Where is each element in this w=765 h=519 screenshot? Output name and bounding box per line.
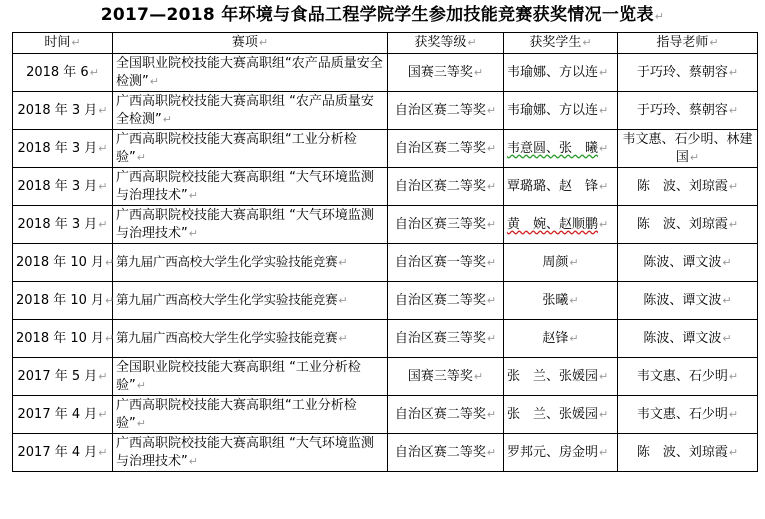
cell-teachers (618, 206, 758, 244)
cell-teachers (618, 320, 758, 358)
cell-text: 2018 年 3 月 (17, 140, 98, 156)
cell-text: 2018 年 3 月 (17, 178, 98, 194)
cell-text: 2017 年 4 月 (17, 406, 98, 422)
cell-text: 自治区赛二等奖 (394, 140, 486, 156)
cell-text: 国赛三等奖 (407, 368, 473, 384)
cell-level (388, 54, 504, 92)
paragraph-mark-icon: ↵ (722, 331, 732, 345)
paragraph-mark-icon: ↵ (188, 454, 198, 468)
paragraph-mark-icon: ↵ (105, 331, 115, 345)
cell-level (388, 130, 504, 168)
cell-text: 第九届广西高校大学生化学实验技能竞赛 (116, 254, 338, 269)
cell-teachers (618, 282, 758, 320)
cell-time (13, 54, 113, 92)
paragraph-mark-icon: ↵ (98, 179, 108, 193)
cell-level (388, 320, 504, 358)
cell-event (113, 54, 388, 92)
cell-level (388, 92, 504, 130)
cell-text: 广西高职院校技能大赛高职组 “大气环境监测与治理技术” (116, 207, 374, 241)
cell-text: 于巧玲、蔡朝容 (636, 64, 728, 80)
cell-text: 2017 年 5 月 (17, 368, 98, 384)
cell-event (113, 396, 388, 434)
header-event (113, 33, 388, 54)
cell-students (504, 358, 618, 396)
cell-students (504, 54, 618, 92)
cell-text: 自治区赛一等奖 (394, 254, 486, 270)
cell-text: 获奖学生 (529, 35, 582, 50)
cell-event (113, 282, 388, 320)
table-row (13, 396, 758, 434)
cell-teachers (618, 358, 758, 396)
cell-text: 2018 年 10 月 (16, 292, 105, 308)
cell-time (13, 168, 113, 206)
cell-time (13, 320, 113, 358)
paragraph-mark-icon: ↵ (162, 112, 172, 126)
cell-level (388, 206, 504, 244)
paragraph-mark-icon: ↵ (98, 217, 108, 231)
cell-teachers (618, 434, 758, 472)
cell-text: 国赛三等奖 (407, 64, 473, 80)
cell-level (388, 434, 504, 472)
paragraph-mark-icon: ↵ (98, 141, 108, 155)
header-row (13, 33, 758, 54)
cell-students (504, 434, 618, 472)
paragraph-mark-icon: ↵ (486, 445, 497, 459)
paragraph-mark-icon: ↵ (486, 217, 497, 231)
paragraph-mark-icon: ↵ (338, 256, 348, 269)
cell-text: 自治区赛二等奖 (394, 406, 486, 422)
cell-text: 韦瑜娜、方以连 (507, 64, 599, 80)
cell-students (504, 130, 618, 168)
paragraph-mark-icon: ↵ (473, 369, 484, 383)
cell-text: 于巧玲、蔡朝容 (636, 102, 728, 118)
cell-time (13, 206, 113, 244)
cell-text: 自治区赛二等奖 (394, 102, 486, 118)
cell-text: 广西高职院校技能大赛高职组“工业分析检验” (116, 397, 357, 431)
paragraph-mark-icon: ↵ (599, 179, 609, 193)
cell-level (388, 282, 504, 320)
cell-time (13, 244, 113, 282)
cell-text: 获奖等级 (414, 35, 467, 50)
cell-text: 陈 波、刘琼霞 (636, 444, 728, 460)
table-row (13, 206, 758, 244)
paragraph-mark-icon: ↵ (599, 407, 609, 421)
paragraph-mark-icon: ↵ (599, 369, 609, 383)
cell-text: 2018 年 6 (26, 64, 89, 80)
awards-table (12, 32, 758, 472)
paragraph-mark-icon: ↵ (599, 445, 609, 459)
paragraph-mark-icon: ↵ (188, 226, 198, 240)
paragraph-mark-icon: ↵ (486, 255, 497, 269)
header-students (504, 33, 618, 54)
paragraph-mark-icon: ↵ (689, 150, 700, 164)
paragraph-mark-icon: ↵ (98, 407, 108, 421)
cell-text: 广西高职院校技能大赛高职组 “农产品质量安全检测” (116, 93, 374, 127)
cell-text: 全国职业院校技能大赛高职组“农产品质量安全检测” (116, 55, 383, 89)
cell-text: 第九届广西高校大学生化学实验技能竞赛 (116, 292, 338, 307)
cell-text: 韦文惠、石少明 (636, 406, 728, 422)
cell-text: 张 兰、张媛园 (507, 368, 599, 384)
paragraph-mark-icon: ↵ (136, 378, 146, 392)
paragraph-mark-icon: ↵ (136, 416, 146, 430)
cell-students (504, 168, 618, 206)
cell-students (504, 282, 618, 320)
cell-text: 自治区赛二等奖 (394, 292, 486, 308)
cell-text: 韦意圆、张 曦 (507, 140, 599, 156)
table-row (13, 244, 758, 282)
cell-students (504, 206, 618, 244)
cell-text: 韦文惠、石少明 (636, 368, 728, 384)
cell-time (13, 282, 113, 320)
cell-text: 2018 年 3 月 (17, 102, 98, 118)
cell-time (13, 434, 113, 472)
cell-level (388, 168, 504, 206)
cell-text: 黄 婉、赵顺鹏 (507, 216, 599, 232)
paragraph-mark-icon: ↵ (582, 36, 592, 49)
cell-text: 覃璐璐、赵 锋 (507, 178, 599, 194)
paragraph-mark-icon: ↵ (486, 407, 497, 421)
cell-teachers (618, 396, 758, 434)
paragraph-mark-icon: ↵ (98, 445, 108, 459)
cell-text: 2017 年 4 月 (17, 444, 98, 460)
paragraph-mark-icon: ↵ (599, 217, 609, 231)
table-row (13, 282, 758, 320)
header-level (388, 33, 504, 54)
cell-event (113, 130, 388, 168)
cell-students (504, 320, 618, 358)
paragraph-mark-icon: ↵ (728, 445, 739, 459)
table-row (13, 434, 758, 472)
cell-event (113, 92, 388, 130)
cell-time (13, 130, 113, 168)
paragraph-mark-icon: ↵ (569, 255, 579, 269)
cell-text: 2018 年 10 月 (16, 254, 105, 270)
cell-text: 广西高职院校技能大赛高职组 “大气环境监测与治理技术” (116, 435, 374, 469)
paragraph-mark-icon: ↵ (71, 36, 81, 49)
table-header (13, 33, 758, 54)
table-body (13, 54, 758, 472)
paragraph-mark-icon: ↵ (338, 294, 348, 307)
cell-teachers (618, 92, 758, 130)
cell-text: 罗邦元、房金明 (507, 444, 599, 460)
cell-text: 2018 年 3 月 (17, 216, 98, 232)
paragraph-mark-icon: ↵ (105, 293, 115, 307)
cell-text: 韦文惠、石少明、林建国 (622, 131, 753, 165)
cell-event (113, 206, 388, 244)
cell-text: 张 兰、张媛园 (507, 406, 599, 422)
cell-teachers (618, 130, 758, 168)
paragraph-mark-icon: ↵ (569, 293, 579, 307)
paragraph-mark-icon: ↵ (338, 332, 348, 345)
cell-level (388, 396, 504, 434)
paragraph-mark-icon: ↵ (105, 255, 115, 269)
cell-event (113, 358, 388, 396)
paragraph-mark-icon: ↵ (136, 150, 146, 164)
cell-text: 第九届广西高校大学生化学实验技能竞赛 (116, 330, 338, 345)
paragraph-mark-icon: ↵ (149, 74, 159, 88)
paragraph-mark-icon: ↵ (599, 103, 609, 117)
cell-text: 广西高职院校技能大赛高职组“工业分析检验” (116, 131, 357, 165)
paragraph-mark-icon: ↵ (728, 65, 739, 79)
paragraph-mark-icon: ↵ (486, 179, 497, 193)
cell-text: 自治区赛三等奖 (394, 330, 486, 346)
cell-students (504, 92, 618, 130)
cell-event (113, 434, 388, 472)
cell-event (113, 244, 388, 282)
cell-text: 自治区赛三等奖 (394, 216, 486, 232)
table-row (13, 54, 758, 92)
cell-level (388, 244, 504, 282)
table-row (13, 320, 758, 358)
table-row (13, 358, 758, 396)
cell-text: 赛项 (231, 35, 258, 50)
cell-text: 自治区赛二等奖 (394, 178, 486, 194)
table-row (13, 168, 758, 206)
cell-text: 时间 (44, 35, 71, 50)
paragraph-mark-icon: ↵ (728, 407, 739, 421)
cell-students (504, 396, 618, 434)
paragraph-mark-icon: ↵ (486, 103, 497, 117)
table-row (13, 92, 758, 130)
cell-event (113, 168, 388, 206)
cell-teachers (618, 244, 758, 282)
header-teachers (618, 33, 758, 54)
paragraph-mark-icon: ↵ (473, 65, 484, 79)
paragraph-mark-icon: ↵ (486, 331, 497, 345)
cell-text: 自治区赛二等奖 (394, 444, 486, 460)
cell-text: 陈 波、刘琼霞 (636, 216, 728, 232)
header-time (13, 33, 113, 54)
paragraph-mark-icon: ↵ (709, 36, 719, 49)
paragraph-mark-icon: ↵ (258, 36, 269, 49)
cell-students (504, 244, 618, 282)
cell-text: 陈波、谭文波 (643, 330, 722, 346)
paragraph-mark-icon: ↵ (728, 103, 739, 117)
cell-text: 2018 年 10 月 (16, 330, 105, 346)
cell-time (13, 92, 113, 130)
cell-text: 陈 波、刘琼霞 (636, 178, 728, 194)
paragraph-mark-icon: ↵ (98, 369, 108, 383)
cell-text: 周颜 (542, 254, 569, 270)
paragraph-mark-icon: ↵ (599, 141, 609, 155)
cell-text: 全国职业院校技能大赛高职组 “工业分析检验” (116, 359, 361, 393)
paragraph-mark-icon: ↵ (728, 179, 739, 193)
cell-text: 赵锋 (542, 330, 569, 346)
cell-level (388, 358, 504, 396)
cell-text: 指导老师 (656, 35, 709, 50)
cell-teachers (618, 168, 758, 206)
paragraph-mark-icon: ↵ (722, 293, 732, 307)
paragraph-mark-icon: ↵ (486, 293, 497, 307)
paragraph-mark-icon: ↵ (89, 65, 99, 79)
paragraph-mark-icon: ↵ (728, 217, 739, 231)
cell-teachers (618, 54, 758, 92)
cell-text: 张曦 (542, 292, 569, 308)
document-title (0, 2, 765, 28)
paragraph-mark-icon: ↵ (599, 65, 609, 79)
paragraph-mark-icon: ↵ (98, 103, 108, 117)
table-row (13, 130, 758, 168)
cell-text: 陈波、谭文波 (643, 254, 722, 270)
cell-text: 广西高职院校技能大赛高职组 “大气环境监测与治理技术” (116, 169, 374, 203)
paragraph-mark-icon: ↵ (728, 369, 739, 383)
paragraph-mark-icon: ↵ (569, 331, 579, 345)
cell-time (13, 396, 113, 434)
cell-text: 陈波、谭文波 (643, 292, 722, 308)
paragraph-mark-icon: ↵ (486, 141, 497, 155)
paragraph-mark-icon: ↵ (467, 36, 477, 49)
cell-text: 韦瑜娜、方以连 (507, 102, 599, 118)
paragraph-mark-icon: ↵ (722, 255, 732, 269)
paragraph-mark-icon: ↵ (188, 188, 198, 202)
cell-event (113, 320, 388, 358)
title-text: 2017—2018 年环境与食品工程学院学生参加技能竞赛获奖情况一览表 (100, 5, 654, 25)
paragraph-mark-icon: ↵ (654, 10, 665, 23)
cell-time (13, 358, 113, 396)
